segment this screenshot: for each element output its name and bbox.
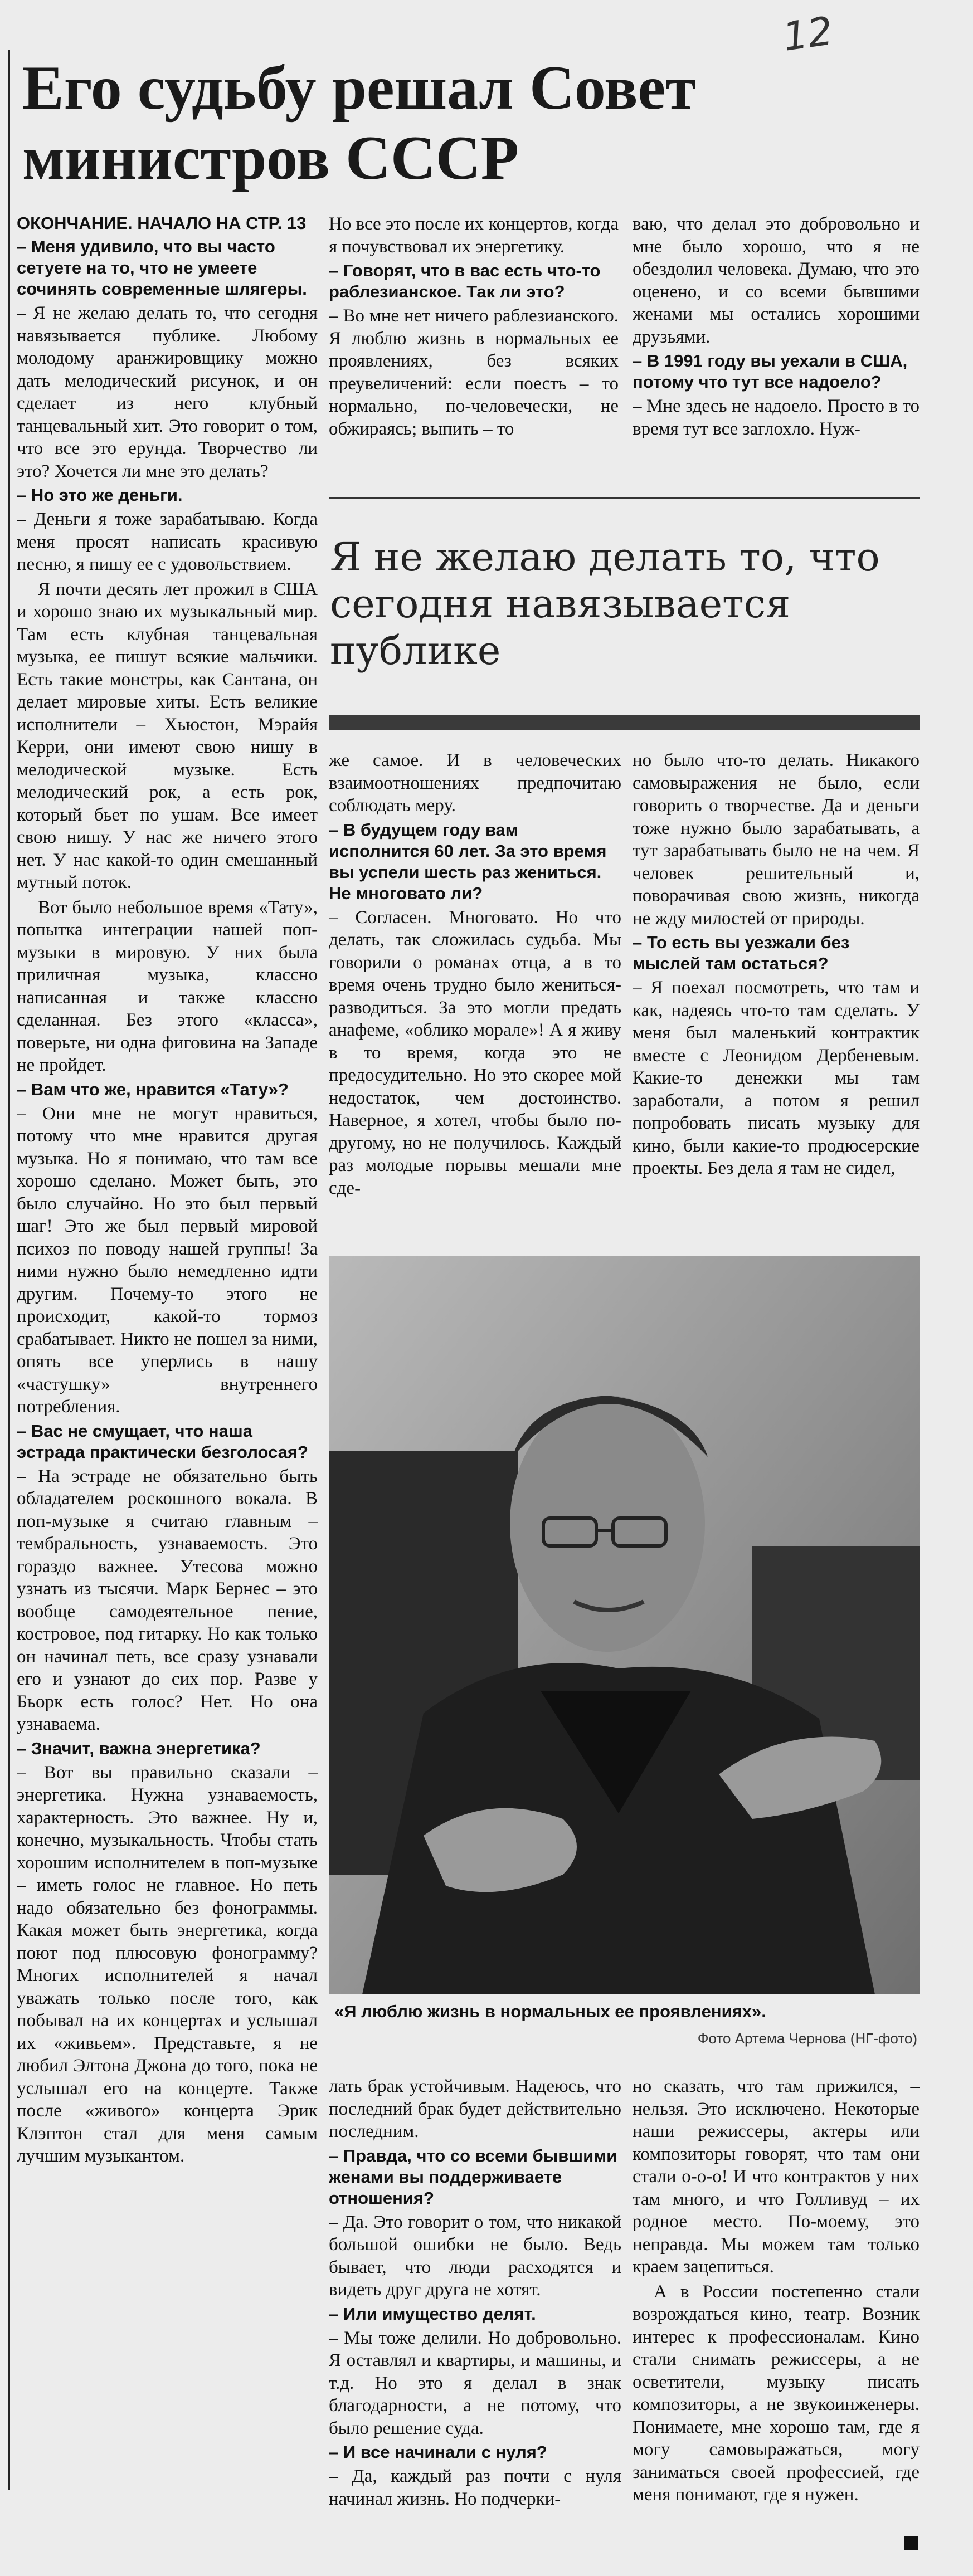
article-paragraph: – Мы тоже делили. Но добровольно. Я оставлял и квартиры, и машины, и т.д. Но это я делал в знак благодарности, а не потому, что было решение суда. (329, 2328, 621, 2438)
interview-question: – Значит, важна энергетика? (17, 1738, 261, 1758)
portrait-illustration (329, 1256, 920, 1994)
article-paragraph: Вот было небольшое время «Тату», попытка интеграции нашей поп-музыки в мировую. У них была приличная музыка, классно написанная и также классно сделанная. Без этого «класса», поверьте, ни одна фиговина на Западе не пройдет. (17, 897, 318, 1075)
page-number: 12 (780, 8, 836, 60)
interview-question: – И все начинали с нуля? (329, 2442, 547, 2462)
interview-question: – Меня удивило, что вы часто сетуете на то, что не умеете сочинять современные шлягеры. (17, 237, 307, 299)
headline: Его судьбу решал Совет министров СССР (22, 53, 697, 193)
pull-quote-bar (329, 715, 920, 730)
article-column-4 (329, 749, 621, 1245)
article-column-2 (329, 213, 619, 475)
column-separator-rule (329, 497, 920, 499)
interview-question: – То есть вы уезжали без мыслей там остаться? (633, 933, 850, 973)
article-column-5 (633, 749, 920, 1245)
interview-question: – Или имущество делят. (329, 2304, 536, 2324)
article-paragraph: А в России постепенно стали возрождаться кино, театр. Возник интерес к профессионалам. Кино стали снимать режиссеры, а не осветители, музыку писать композиторы, а не звукоинженеры. Понимаете, мне хорошо там, где я могу самовыражаться, могу заниматься своей профессией, где меня понимают, где я нужен. (633, 2281, 920, 2505)
article-paragraph: – Согласен. Многовато. Но что делать, так сложилась судьба. Мы говорили о романах отца, а в то время очень трудно было жениться-разводиться. За это могли предать анафеме, «облико морале»! А я живу в то время, когда это не предосудительно. Но это скорее мой недостаток, чем достоинство. Наверное, я хотел, чтобы было по-другому, но не получилось. Каждый раз молодые порывы мешали мне сде- (329, 907, 621, 1198)
interview-question: – Правда, что со всеми бывшими женами вы поддерживаете отношения? (329, 2145, 617, 2208)
end-of-article-mark (904, 2536, 918, 2550)
article-paragraph: – Да. Это говорит о том, что никакой большой ошибки не было. Ведь бывает, что люди расходятся и видеть друг друга не хотят. (329, 2212, 621, 2300)
article-column-6 (329, 2075, 621, 2571)
continuation-note: ОКОНЧАНИЕ. НАЧАЛО НА СТР. 13 (17, 213, 307, 233)
photo-credit: Фото Артема Чернова (НГ-фото) (697, 2030, 917, 2047)
article-paragraph: – Мне здесь не надоело. Просто в то время тут все заглохло. Нуж- (633, 396, 920, 439)
article-paragraph: же самое. И в человеческих взаимоотношениях предпочитаю соблюдать меру. (329, 750, 621, 816)
interview-question: – В будущем году вам исполнится 60 лет. За это время вы успели шесть раз жениться. Не многовато ли? (329, 819, 607, 903)
article-column-1 (17, 213, 318, 2569)
article-paragraph: – Они мне не могут нравиться, потому что мне нравится другая музыка. Но я понимаю, что там все хорошо сделано. Может быть, это было случайно. Но это был первый шаг! Это же был первый мировой психоз по поводу нашей группы! За ними нужно было немедленно идти другим. Почему-то этого не происходит, какой-то тормоз срабатывает. Никто не пошел за ними, опять все уперлись в нашу «частушку» внутреннего потребления. (17, 1103, 318, 1417)
interview-question: – Вам что же, нравится «Тату»? (17, 1079, 289, 1099)
article-paragraph: – Деньги я тоже зарабатываю. Когда меня просят написать красивую песню, я пишу ее с удовольствием. (17, 509, 318, 574)
interview-question: – В 1991 году вы уехали в США, потому что тут все надоело? (633, 351, 908, 392)
article-paragraph: – Я поехал посмотреть, что там и как, надеясь что-то там сделать. У меня был маленький контрактик вместе с Леонидом Дербеневым. Какие-то денежки мы там заработали, а потом я решил попробовать писать музыку для кино, были какие-то продюсерские проекты. Без дела я там не сидел, (633, 978, 920, 1178)
left-rule (8, 50, 10, 2490)
article-paragraph: – Вот вы правильно сказали – энергетика. Нужна узнаваемость, характерность. Это важнее. Ну и, конечно, музыкальность. Чтобы стать хорошим исполнителем в поп-музыке – иметь голос не главное. Но петь надо обязательно без фонограммы. Какая может быть энергетика, когда поют под плюсовую фонограмму? Многих исполнителей я начал уважать только после того, как побывал на их концертах и услышал их «живьем». Представьте, я не любил Элтона Джона до того, пока не услышал его на концерте. Также после «живого» концерта Эрик Клэптон стал для меня самым лучшим музыкантом. (17, 1762, 318, 2166)
article-paragraph: – Да, каждый раз почти с нуля начинал жизнь. Но подчерки- (329, 2466, 621, 2509)
article-paragraph: Но все это после их концертов, когда я почувствовал их энергетику. (329, 214, 619, 257)
article-paragraph: – На эстраде не обязательно быть обладателем роскошного вокала. В поп-музыке я считаю главным – тембральность, узнаваемость. Это гораздо важнее. Утесова можно узнать из тысячи. Марк Бернес – это вообще самодеятельное пение, костровое, под гитарку. Но как только он начинал петь, все сразу узнавали его и узнают до сих пор. Разве у Бьорк есть голос? Нет. Но она узнаваема. (17, 1466, 318, 1734)
article-paragraph: ваю, что делал это добровольно и мне было хорошо, что я не обездолил человека. Думаю, что это оценено, и со всеми бывшими женами мы остались хорошими друзьями. (633, 214, 920, 347)
article-paragraph: лать брак устойчивым. Надеюсь, что последний брак будет действительно последним. (329, 2076, 621, 2141)
photo-caption: «Я люблю жизнь в нормальных ее проявлениях». (334, 2002, 766, 2021)
article-paragraph: – Я не желаю делать то, что сегодня навязывается публике. Любому молодому аранжировщику можно дать мелодический рисунок, и он сделает из него клубный танцевальный хит. Это говорит о том, что все это ерунда. Творчество ли это? Хочется ли мне это делать? (17, 303, 318, 481)
article-column-3 (633, 213, 920, 475)
interview-question: – Вас не смущает, что наша эстрада практически безголосая? (17, 1421, 308, 1462)
portrait-photo (329, 1256, 920, 1994)
article-column-7 (633, 2075, 920, 2571)
article-paragraph: Я почти десять лет прожил в США и хорошо знаю их музыкальный мир. Там есть клубная танцевальная музыка, ее пишут всякие мальчики. Есть такие монстры, как Сантана, он делает мировые хиты. Есть великие исполнители – Хьюстон, Мэрайя Керри, они имеют свою нишу в мелодической музыке. Есть мелодический рок, а есть рок, который бьет по ушам. Все имеет свою нишу. У нас же ничего этого нет. У нас какой-то один смешанный мутный поток. (17, 579, 318, 892)
article-paragraph: но сказать, что там прижился, – нельзя. Это исключено. Некоторые наши режиссеры, актеры или композиторы говорят, что там они стали о-о-о! И что контрактов у них там много, и что Голливуд – их родное место. По-моему, это неправда. Мы можем там только краем зацепиться. (633, 2076, 920, 2277)
pull-quote: Я не желаю делать то, что сегодня навязывается публике (330, 534, 880, 674)
article-paragraph: но было что-то делать. Никакого самовыражения не было, если говорить о творчестве. Да и деньги тоже нужно было зарабатывать, а тут зарабатывать было не на чем. Я человек решительный и, поворачивая свою жизнь, никогда не жду милостей от природы. (633, 750, 920, 929)
article-paragraph: – Во мне нет ничего раблезианского. Я люблю жизнь в нормальных ее проявлениях, без всяких преувеличений: если поесть – то нормально, по-человечески, не обжираясь; выпить – то (329, 306, 619, 439)
interview-question: – Говорят, что в вас есть что-то раблезианское. Так ли это? (329, 261, 601, 301)
interview-question: – Но это же деньги. (17, 485, 183, 505)
